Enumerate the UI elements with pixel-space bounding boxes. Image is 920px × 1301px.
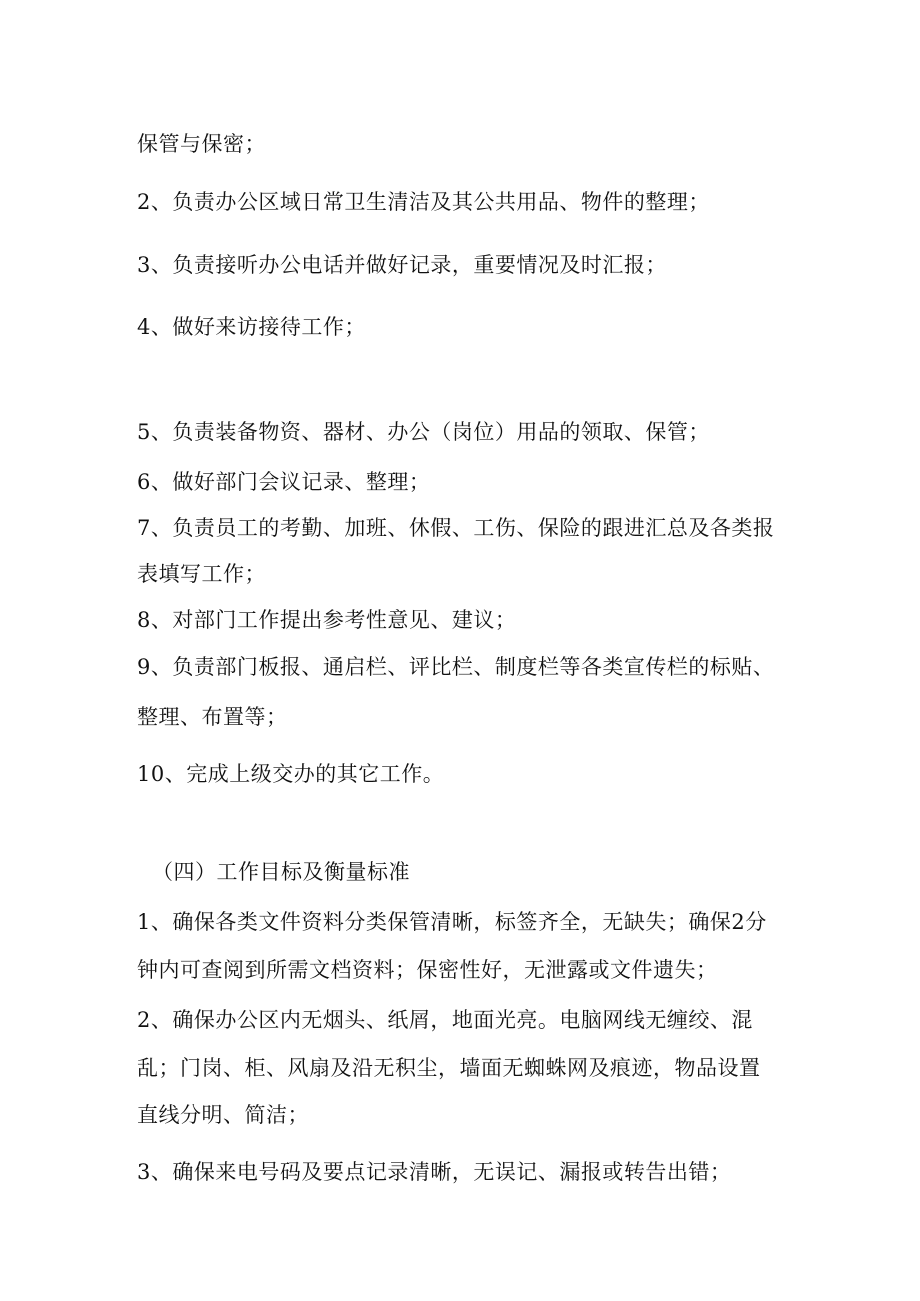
text-line: 8、对部门工作提出参考性意见、建议； [137, 608, 517, 632]
text-line: 直线分明、简洁； [137, 1103, 309, 1127]
text-line: 7、负责员工的考勤、加班、休假、工伤、保险的跟进汇总及各类报 [137, 516, 775, 540]
text-line: 钟内可查阅到所需文档资料；保密性好，无泄露或文件遗失； [137, 958, 718, 982]
text-line: 保管与保密； [137, 132, 266, 156]
text-line: 10、完成上级交办的其它工作。 [137, 762, 445, 786]
text-line: 1、确保各类文件资料分类保管清晰，标签齐全，无缺失；确保2分 [137, 910, 767, 934]
text-line: 整理、布置等； [137, 705, 288, 729]
section-heading: （四）工作目标及衡量标准 [152, 860, 410, 884]
text-line: 3、确保来电号码及要点记录清晰，无误记、漏报或转告出错； [137, 1160, 732, 1184]
text-line: 乱；门岗、柜、风扇及沿无积尘，墙面无蜘蛛网及痕迹，物品设置 [137, 1056, 761, 1080]
text-line: 2、负责办公区域日常卫生清洁及其公共用品、物件的整理； [137, 190, 710, 214]
text-line: 4、做好来访接待工作； [137, 315, 366, 339]
text-line: 2、确保办公区内无烟头、纸屑，地面光亮。电脑网线无缠绞、混 [137, 1008, 753, 1032]
text-line: 6、做好部门会议记录、整理； [137, 470, 431, 494]
text-line: 5、负责装备物资、器材、办公（岗位）用品的领取、保管； [137, 420, 710, 444]
text-line: 3、负责接听办公电话并做好记录，重要情况及时汇报； [137, 253, 667, 277]
text-line: 表填写工作； [137, 562, 266, 586]
text-line: 9、负责部门板报、通启栏、评比栏、制度栏等各类宣传栏的标贴、 [137, 655, 775, 679]
